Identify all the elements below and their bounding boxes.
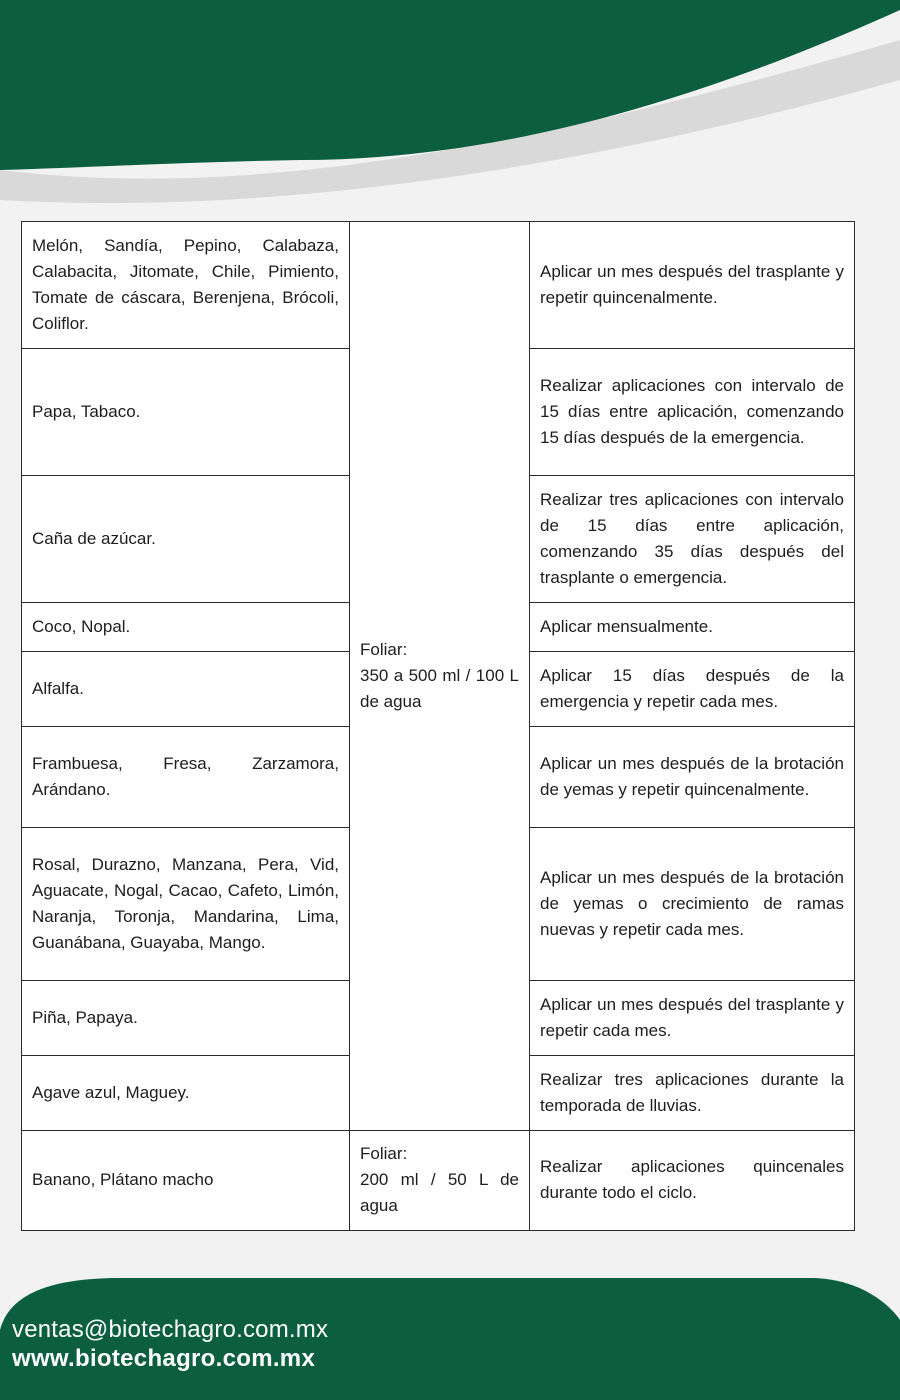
contact-block [12,1316,328,1374]
crop-cell: Coco, Nopal. [22,603,350,652]
instruction-cell: Aplicar un mes después de la brotación de yemas y repetir quincenalmente. [530,727,855,828]
dose-cell [350,1131,530,1231]
crop-cell: Agave azul, Maguey. [22,1056,350,1131]
crop-cell: Caña de azúcar. [22,476,350,603]
table-row [22,1131,855,1231]
instruction-cell: Realizar aplicaciones con intervalo de 15 días entre aplicación, comenzando 15 días después de la emergencia. [530,349,855,476]
instruction-cell: Realizar tres aplicaciones durante la temporada de lluvias. [530,1056,855,1131]
instruction-cell: Realizar aplicaciones quincenales durante todo el ciclo. [530,1131,855,1231]
crop-cell: Melón, Sandía, Pepino, Calabaza, Calabacita, Jitomate, Chile, Pimiento, Tomate de cáscara, Berenjena, Brócoli, Coliflor. [22,222,350,349]
crop-cell: Piña, Papaya. [22,981,350,1056]
crop-cell: Rosal, Durazno, Manzana, Pera, Vid, Aguacate, Nogal, Cacao, Cafeto, Limón, Naranja, Toronja, Mandarina, Lima, Guanábana, Guayaba, Mango. [22,828,350,981]
crop-cell: Frambuesa, Fresa, Zarzamora, Arándano. [22,727,350,828]
dose-cell [350,222,530,1131]
dose-value: 200 ml / 50 L de agua [360,1170,519,1215]
instruction-cell: Aplicar 15 días después de la emergencia y repetir cada mes. [530,652,855,727]
header-wave [0,0,900,210]
crop-cell: Alfalfa. [22,652,350,727]
dose-label: Foliar: [360,639,408,659]
dosage-table [21,221,855,1231]
instruction-cell: Aplicar un mes después de la brotación de yemas o crecimiento de ramas nuevas y repetir cada mes. [530,828,855,981]
dose-label: Foliar: [360,1144,408,1163]
contact-website[interactable]: www.biotechagro.com.mx [12,1345,316,1372]
contact-email[interactable]: ventas@biotechagro.com.mx [12,1316,329,1343]
instruction-cell: Realizar tres aplicaciones con intervalo de 15 días entre aplicación, comenzando 35 días después del trasplante o emergencia. [530,476,855,603]
crop-cell: Banano, Plátano macho [22,1131,350,1231]
instruction-cell: Aplicar mensualmente. [530,603,855,652]
instruction-cell: Aplicar un mes después del trasplante y repetir cada mes. [530,981,855,1056]
dose-value: 350 a 500 ml / 100 L de agua [360,665,519,711]
table-row [22,222,855,349]
crop-cell: Papa, Tabaco. [22,349,350,476]
instruction-cell: Aplicar un mes después del trasplante y repetir quincenalmente. [530,222,855,349]
